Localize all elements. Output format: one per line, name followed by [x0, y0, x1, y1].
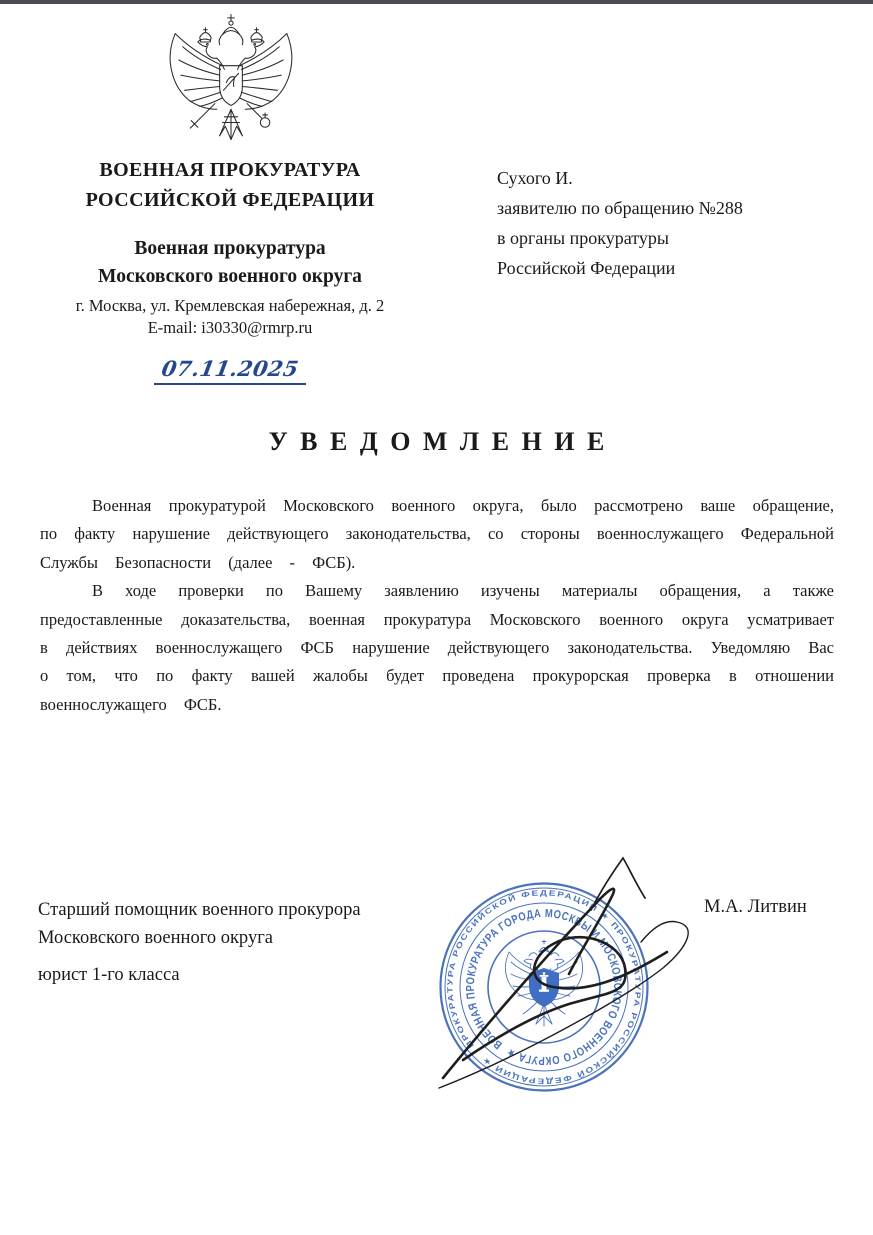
stamp-inner-ring-text: ВОЕННАЯ ПРОКУРАТУРА ГОРОДА МОСКВЫ И МОСКОВСКОГО ВОЕННОГО ОКРУГА ★ [463, 906, 625, 1068]
handwritten-signature [405, 846, 710, 1096]
document-title: УВЕДОМЛЕНИЕ [268, 427, 617, 456]
unit-name-line1: Военная прокуратура [134, 238, 326, 259]
date-block [28, 356, 432, 385]
body-paragraph-2: В ходе проверки по Вашему заявлению изучены материалы обращения, а также предоставленные доказательства, военная прокуратура Московского военного округа усматривает в действиях военнослужащего ФСБ нарушение действующего законодательства. Уведомляю Вас о том, что по факту вашей жалобы будет проведена прокурорская проверка в отношении военнослужащего ФСБ. [40, 581, 834, 714]
signatory-name: М.А. Литвин [704, 897, 807, 917]
org-header [28, 155, 432, 215]
addressee-line: Сухого И. [497, 168, 573, 188]
signatory-rank: юрист 1-го класса [38, 965, 180, 985]
org-address: г. Москва, ул. Кремлевская набережная, д. 2 [75, 296, 385, 315]
addressee-block [497, 163, 743, 283]
handwritten-date: 07.11.2025 [154, 356, 307, 385]
russia-coat-of-arms-icon [160, 10, 302, 146]
body-paragraph-1: Военная прокуратурой Московского военного округа, было рассмотрено ваше обращение, по факту нарушение действующего законодательства, со стороны военнослужащего Федеральной Службы Безопасности (далее - ФСБ). [40, 496, 834, 572]
addressee-line: Российской Федерации [497, 258, 676, 278]
signatory-position-line2: Московского военного округа [38, 928, 273, 948]
signatory-position-line1: Старший помощник военного прокурора [38, 900, 361, 920]
signatory-position-block [38, 896, 361, 989]
org-name-line2: РОССИЙСКОЙ ФЕДЕРАЦИИ [85, 189, 375, 211]
org-name-line1: ВОЕННАЯ ПРОКУРАТУРА [99, 159, 361, 181]
addressee-line: заявителю по обращению №288 [497, 198, 743, 218]
unit-name-line2: Московского военного округа [98, 266, 362, 287]
unit-header [28, 235, 432, 339]
stamp-outer-ring-text: ПРОКУРАТУРА РОССИЙСКОЙ ФЕДЕРАЦИИ ★ ПРОКУРАТУРА РОССИЙСКОЙ ФЕДЕРАЦИИ ★ [445, 888, 643, 1086]
org-email: E-mail: i30330@rmrp.ru [147, 318, 313, 337]
addressee-line: в органы прокуратуры [497, 228, 669, 248]
document-body [40, 492, 834, 719]
window-top-bar [0, 0, 873, 4]
